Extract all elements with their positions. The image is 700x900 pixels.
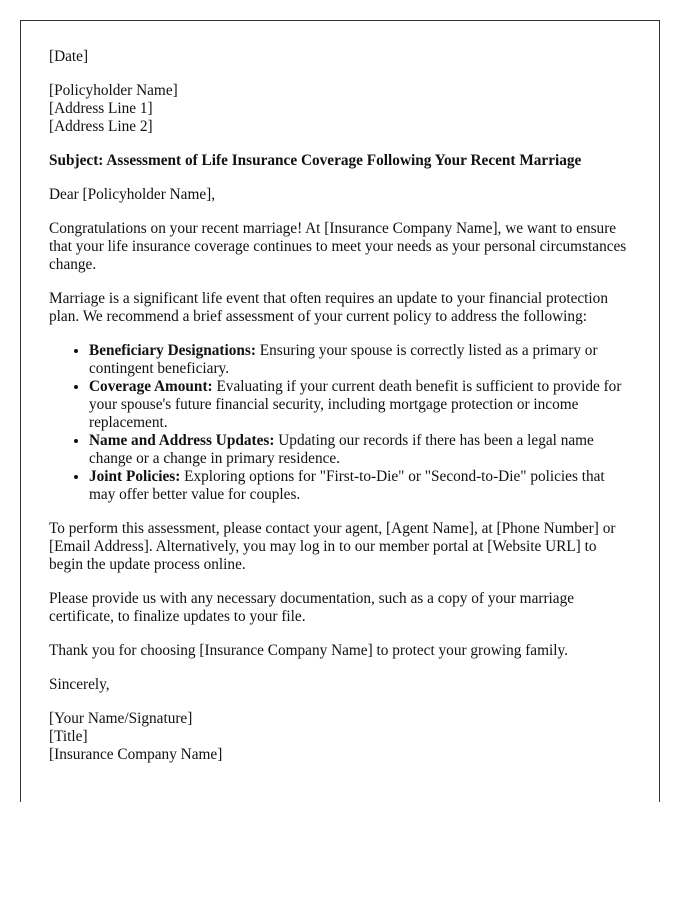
recipient-name: [Policyholder Name] (49, 82, 178, 99)
list-item-text: Updating our records if there has been a legal name change or a change in primary residence. (89, 432, 594, 467)
list-item-title: Coverage Amount: (89, 378, 213, 395)
recipient-address-line-2: [Address Line 2] (49, 118, 153, 135)
signature-company: [Insurance Company Name] (49, 746, 223, 763)
list-item (89, 468, 631, 504)
letter-subject: Subject: Assessment of Life Insurance Coverage Following Your Recent Marriage (49, 152, 582, 169)
letter-page (20, 20, 660, 802)
list-item-text: Exploring options for "First-to-Die" or "Second-to-Die" policies that may offer better value for couples. (89, 468, 605, 503)
list-item (89, 378, 631, 432)
thank-you-paragraph: Thank you for choosing [Insurance Company Name] to protect your growing family. (49, 642, 568, 659)
list-item-text: Evaluating if your current death benefit is sufficient to provide for your spouse's future financial security, including mortgage protection or income replacement. (89, 378, 622, 431)
salutation: Dear [Policyholder Name], (49, 186, 216, 203)
letter-date: [Date] (49, 48, 89, 65)
recipient-address-line-1: [Address Line 1] (49, 100, 153, 117)
documentation-paragraph: Please provide us with any necessary documentation, such as a copy of your marriage certificate, to finalize updates to your file. (49, 590, 575, 625)
assessment-paragraph: Marriage is a significant life event that often requires an update to your financial protection plan. We recommend a brief assessment of your current policy to address the following: (49, 290, 608, 325)
intro-paragraph: Congratulations on your recent marriage! At [Insurance Company Name], we want to ensure that your life insurance coverage continues to meet your needs as your personal circumstances change. (49, 220, 627, 273)
sign-off: Sincerely, (49, 676, 110, 693)
signature-title: [Title] (49, 728, 88, 745)
list-item-title: Name and Address Updates: (89, 432, 275, 449)
contact-paragraph: To perform this assessment, please contact your agent, [Agent Name], at [Phone Number] or [Email Address]. Alternatively, you may log in to our member portal at [Website URL] to begin the update process online. (49, 520, 616, 573)
assessment-list (49, 342, 631, 504)
recipient-block (49, 82, 631, 136)
list-item-text: Ensuring your spouse is correctly listed as a primary or contingent beneficiary. (89, 342, 598, 377)
signature-block (49, 710, 631, 764)
list-item (89, 342, 631, 378)
list-item-title: Beneficiary Designations: (89, 342, 256, 359)
list-item-title: Joint Policies: (89, 468, 181, 485)
list-item (89, 432, 631, 468)
signature-name: [Your Name/Signature] (49, 710, 193, 727)
